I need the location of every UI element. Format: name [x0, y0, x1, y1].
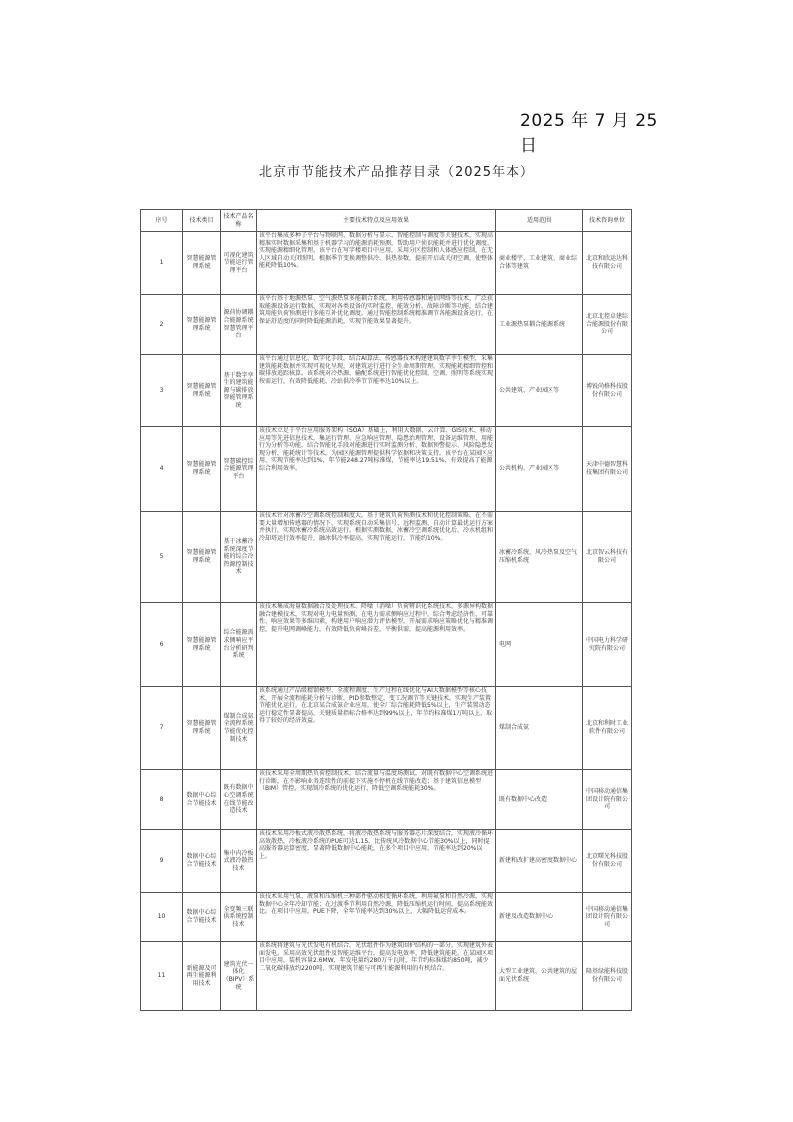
cell-scope: 煤制合成氨: [496, 687, 583, 770]
cell-consultant: 北京北控卓建综合能源股份有限公司: [583, 295, 632, 355]
cell-category: 智慧能源管理系统: [183, 512, 221, 603]
cell-category: 智慧能源管理系统: [183, 295, 221, 355]
cell-name: 源荷协调耦合能源系统智慧管理平台: [221, 295, 257, 355]
catalog-table: [140, 209, 632, 1011]
cell-no: 3: [141, 355, 183, 427]
cell-no: 4: [141, 427, 183, 512]
cell-features: [257, 603, 496, 687]
cell-features: [257, 942, 496, 1011]
column-header-no: 序号: [141, 210, 183, 232]
cell-name: 集中内冷板式液冷散热技术: [221, 830, 257, 893]
cell-category: 智慧能源管理系统: [183, 355, 221, 427]
features-text: 该系统通过产品级精馏模型、全流程调度、生产过程在线优化与AI大数据模型等核心技术，开展全流程能耗分析与诊断，PID参数整定，变工况调节等关键技术，实现生产装置节能优化运行，在北京某合成氨企业应用，使全厂综合能耗降低5%以上，生产装置动态运行稳定性显著提高，关键质量指标合格率达到99%以上，年节约标准煤1万吨以上，取得了较好的经济效益。: [259, 687, 493, 725]
cell-name: 既有数据中心空调系统在线节能改造技术: [221, 770, 257, 830]
cell-scope: 大型工业建筑、公共建筑的屋面光伏系统: [496, 942, 583, 1011]
cell-consultant: 中国电力科学研究院有限公司: [583, 603, 632, 687]
cell-scope: 电网: [496, 603, 583, 687]
cell-features: [257, 770, 496, 830]
cell-name: 全变频三联供系统控制技术: [221, 893, 257, 942]
column-header-features: 主要技术特点及应用效果: [257, 210, 496, 232]
cell-consultant: 隆基绿能科技股份有限公司: [583, 942, 632, 1011]
cell-consultant: 北京和利时工业软件有限公司: [583, 687, 632, 770]
cell-consultant: 天津中德智慧科技集团有限公司: [583, 427, 632, 512]
table-row: [141, 893, 632, 942]
cell-no: 1: [141, 232, 183, 295]
table-row: [141, 355, 632, 427]
table-row: [141, 603, 632, 687]
cell-consultant: 博锐尚格科技股份有限公司: [583, 355, 632, 427]
cell-features: [257, 427, 496, 512]
cell-name: 建筑光伏一体化（BIPV）系统: [221, 942, 257, 1011]
table-row: [141, 942, 632, 1011]
cell-features: [257, 295, 496, 355]
features-text: 该技术采用全周期热负荷控制技术，结合流量与温度场测试，对既有数据中心空调系统进行诊断，在不影响业务连续性的前提下实施不停机在线节能改造；基于建筑信息模型（BIM）管控，实现制冷系统的优化运行，降低空调系统能耗30%。: [259, 770, 493, 793]
cell-scope: 冰蓄冷系统、风冷热泵及空气压缩机系统: [496, 512, 583, 603]
column-header-scope: 适用范围: [496, 210, 583, 232]
table-header-row: [141, 210, 632, 232]
features-text: 该平台通过信息化、数字化手段，结合AI算法、传感器技术构建建筑数字孪生模型，采集建筑能耗数据并实现可视化呈现，对建筑运行进行全生命周期管理，实现能耗精细管控和碳排放追踪核算。该系统对冷热源、输配系统进行智能优化控制，空调、照明等系统实现按需运行，有效降低能耗。冷站供冷季节节能率达10%以上。: [259, 355, 493, 385]
cell-consultant: 北京和欣运达科技有限公司: [583, 232, 632, 295]
document-title: 北京市节能技术产品推荐目录（2025年本）: [258, 165, 535, 180]
cell-category: 数据中心综合节能技术: [183, 830, 221, 893]
features-text: 该技术采用气泵、液泵和压缩机三种部件驱动相变循环系统，利用氟泵和自然冷源，实现数据中心全年冷却节能；在过渡季节利用自然冷源，降低压缩机运行时间，提高系统能效比。在项目中应用，PUE下降，全年节能率达到30%以上，大幅降低运营成本。: [259, 893, 493, 916]
cell-name: 基于冰蓄冷系统深度节能的综合冷热源控制技术: [221, 512, 257, 603]
table-row: [141, 232, 632, 295]
table-row: [141, 770, 632, 830]
features-text: 该平台集成多种子平台与物联网、数据分析与显示、智能控制与调度等关键技术，实现高精准实时数据采集和基于机器学习的能源消耗预测，帮助用户侦识能耗并进行优化调度，实现能源精细化管理。该平台在写字楼项目中应用，采用分区控制和人体感应控制，在无人区域自动关闭照明，根据季节变换调整供冷、供热参数，提前开启或关闭空调，使整体能耗降低10%。: [259, 232, 493, 270]
column-header-name: 技术产品名称: [221, 210, 257, 232]
cell-no: 10: [141, 893, 183, 942]
column-header-category: 技术类目: [183, 210, 221, 232]
features-text: 该系统将建筑与光伏发电有机结合，光伏组件作为建筑围护结构的一部分，实现建筑外表面发电。采用高效光伏组件及智能运维平台，提高发电效率，降低建筑能耗。在某园区项目中应用，装机容量2.6MW，年发电量约280万千瓦时，年节约标准煤约850吨，减少二氧化碳排放约2200吨，实现建筑节能与可再生能源利用的有机结合。: [259, 942, 493, 972]
column-header-consultant: 技术咨询单位: [583, 210, 632, 232]
document-date: 2025 年 7 月 25 日: [520, 111, 658, 156]
cell-scope: 既有数据中心改造: [496, 770, 583, 830]
cell-no: 9: [141, 830, 183, 893]
cell-category: 智慧能源管理系统: [183, 687, 221, 770]
cell-name: 基于数字孪生的建筑能源与碳排放智能管理系统: [221, 355, 257, 427]
table-row: [141, 830, 632, 893]
cell-consultant: 北京曙光科技股份有限公司: [583, 830, 632, 893]
table-row: [141, 512, 632, 603]
cell-no: 5: [141, 512, 183, 603]
features-text: 该技术集成海量数据融合及处理技术、降噪（消噪）负荷辨识化系统技术、多源异构数据融合建模技术，实现对电力电量预测。在电力需求侧响应过程中，综合考虑经济性、可靠性、响应效果等多维因素，构建用户响应潜力评估模型，开展需求响应策略优化与精准调控，提升电网调峰能力，有效降低负荷峰谷差，平衡供需，提高能源利用效率。: [259, 603, 493, 633]
cell-name: 煤制合成氨全流程系统节能优化控制技术: [221, 687, 257, 770]
cell-scope: 公共建筑、产业园区等: [496, 355, 583, 427]
cell-no: 6: [141, 603, 183, 687]
table-row: [141, 295, 632, 355]
cell-category: 新能源及可再生能源利用技术: [183, 942, 221, 1011]
cell-scope: 工业源热泵耦合能源系统: [496, 295, 583, 355]
features-text: 该技术针对冰蓄冷空调系统控制难度大，基于建筑负荷预测技术和优化控制策略，在不需要大量增加传感器的情况下，实现系统自动采集信号、远程监测、自动计算最优运行方案并执行，实现冰蓄冷系统高效运行。根据实测数据，冰蓄冷空调系统优化后，冷水机组和冷却塔运行效率提升，融冰供冷率提高，实现节能运行，节能约10%。: [259, 512, 493, 542]
cell-features: [257, 830, 496, 893]
cell-consultant: 中国移动通信集团设计院有限公司: [583, 770, 632, 830]
features-text: 该平台基于地源热泵、空气源热泵多能耦合系统，利用传感器和通信网络等技术，广泛获取能源设备运行数据，实现对各类设备的实时监控、能效分析、故障诊断等功能，结合建筑用能负荷预测进行多能互补优化调度。通过智能控制系统精准调节各能源设备运行，在保证舒适度的同时降低能源消耗，实现节能效果显著提升。: [259, 295, 493, 325]
cell-features: [257, 512, 496, 603]
cell-features: [257, 355, 496, 427]
cell-consultant: 中国移动通信集团设计院有限公司: [583, 893, 632, 942]
cell-scope: 商业楼宇、工业建筑、商业综合体等建筑: [496, 232, 583, 295]
cell-category: 智慧能源管理系统: [183, 232, 221, 295]
cell-category: 数据中心综合节能技术: [183, 893, 221, 942]
cell-no: 8: [141, 770, 183, 830]
features-text: 该技术采用冷板式液冷散热系统，将液冷散热系统与服务器芯片深度结合，实现液冷循环高效散热，冷板液冷系统的PUE可达1.15，比传统风冷数据中心节能30%以上，同时提高服务器运算密度，显著降低数据中心能耗，在多个项目中应用，节能率达到20%以上。: [259, 830, 493, 860]
features-text: 该技术立足于平台应用服务架构（SOA）基础上，利用大数据、云计算、GIS技术、移动应用等先进信息技术，集运行管理、应急响应管理、隐患治理管理、设备运维管理、用能行为分析等功能，结合智能化手段对能源进行实时监测分析、数据预警提示、风险隐患发现分析，能耗统计等技术，为园区能源管理提供科学依据和决策支持。该平台在某园区应用，实现节能率达到1%，年节能248.27吨标准煤，节能率达19.51%，有效提高了能源综合利用效率。: [259, 427, 493, 472]
cell-name: 智慧碳控综合能源管理平台: [221, 427, 257, 512]
cell-scope: 公共机构、产业园区等: [496, 427, 583, 512]
cell-category: 智慧能源管理系统: [183, 427, 221, 512]
table-row: [141, 427, 632, 512]
cell-no: 2: [141, 295, 183, 355]
cell-category: 智慧能源管理系统: [183, 603, 221, 687]
cell-features: [257, 687, 496, 770]
cell-scope: 新建和改扩建高密度数据中心: [496, 830, 583, 893]
cell-scope: 新建及改造数据中心: [496, 893, 583, 942]
cell-no: 11: [141, 942, 183, 1011]
cell-features: [257, 893, 496, 942]
cell-category: 数据中心综合节能技术: [183, 770, 221, 830]
cell-consultant: 北京智云科技有限公司: [583, 512, 632, 603]
cell-no: 7: [141, 687, 183, 770]
cell-features: [257, 232, 496, 295]
table-row: [141, 687, 632, 770]
cell-name: 可视化建筑节能运行管理平台: [221, 232, 257, 295]
cell-name: 综合能源需求侧响应平台分析研判系统: [221, 603, 257, 687]
